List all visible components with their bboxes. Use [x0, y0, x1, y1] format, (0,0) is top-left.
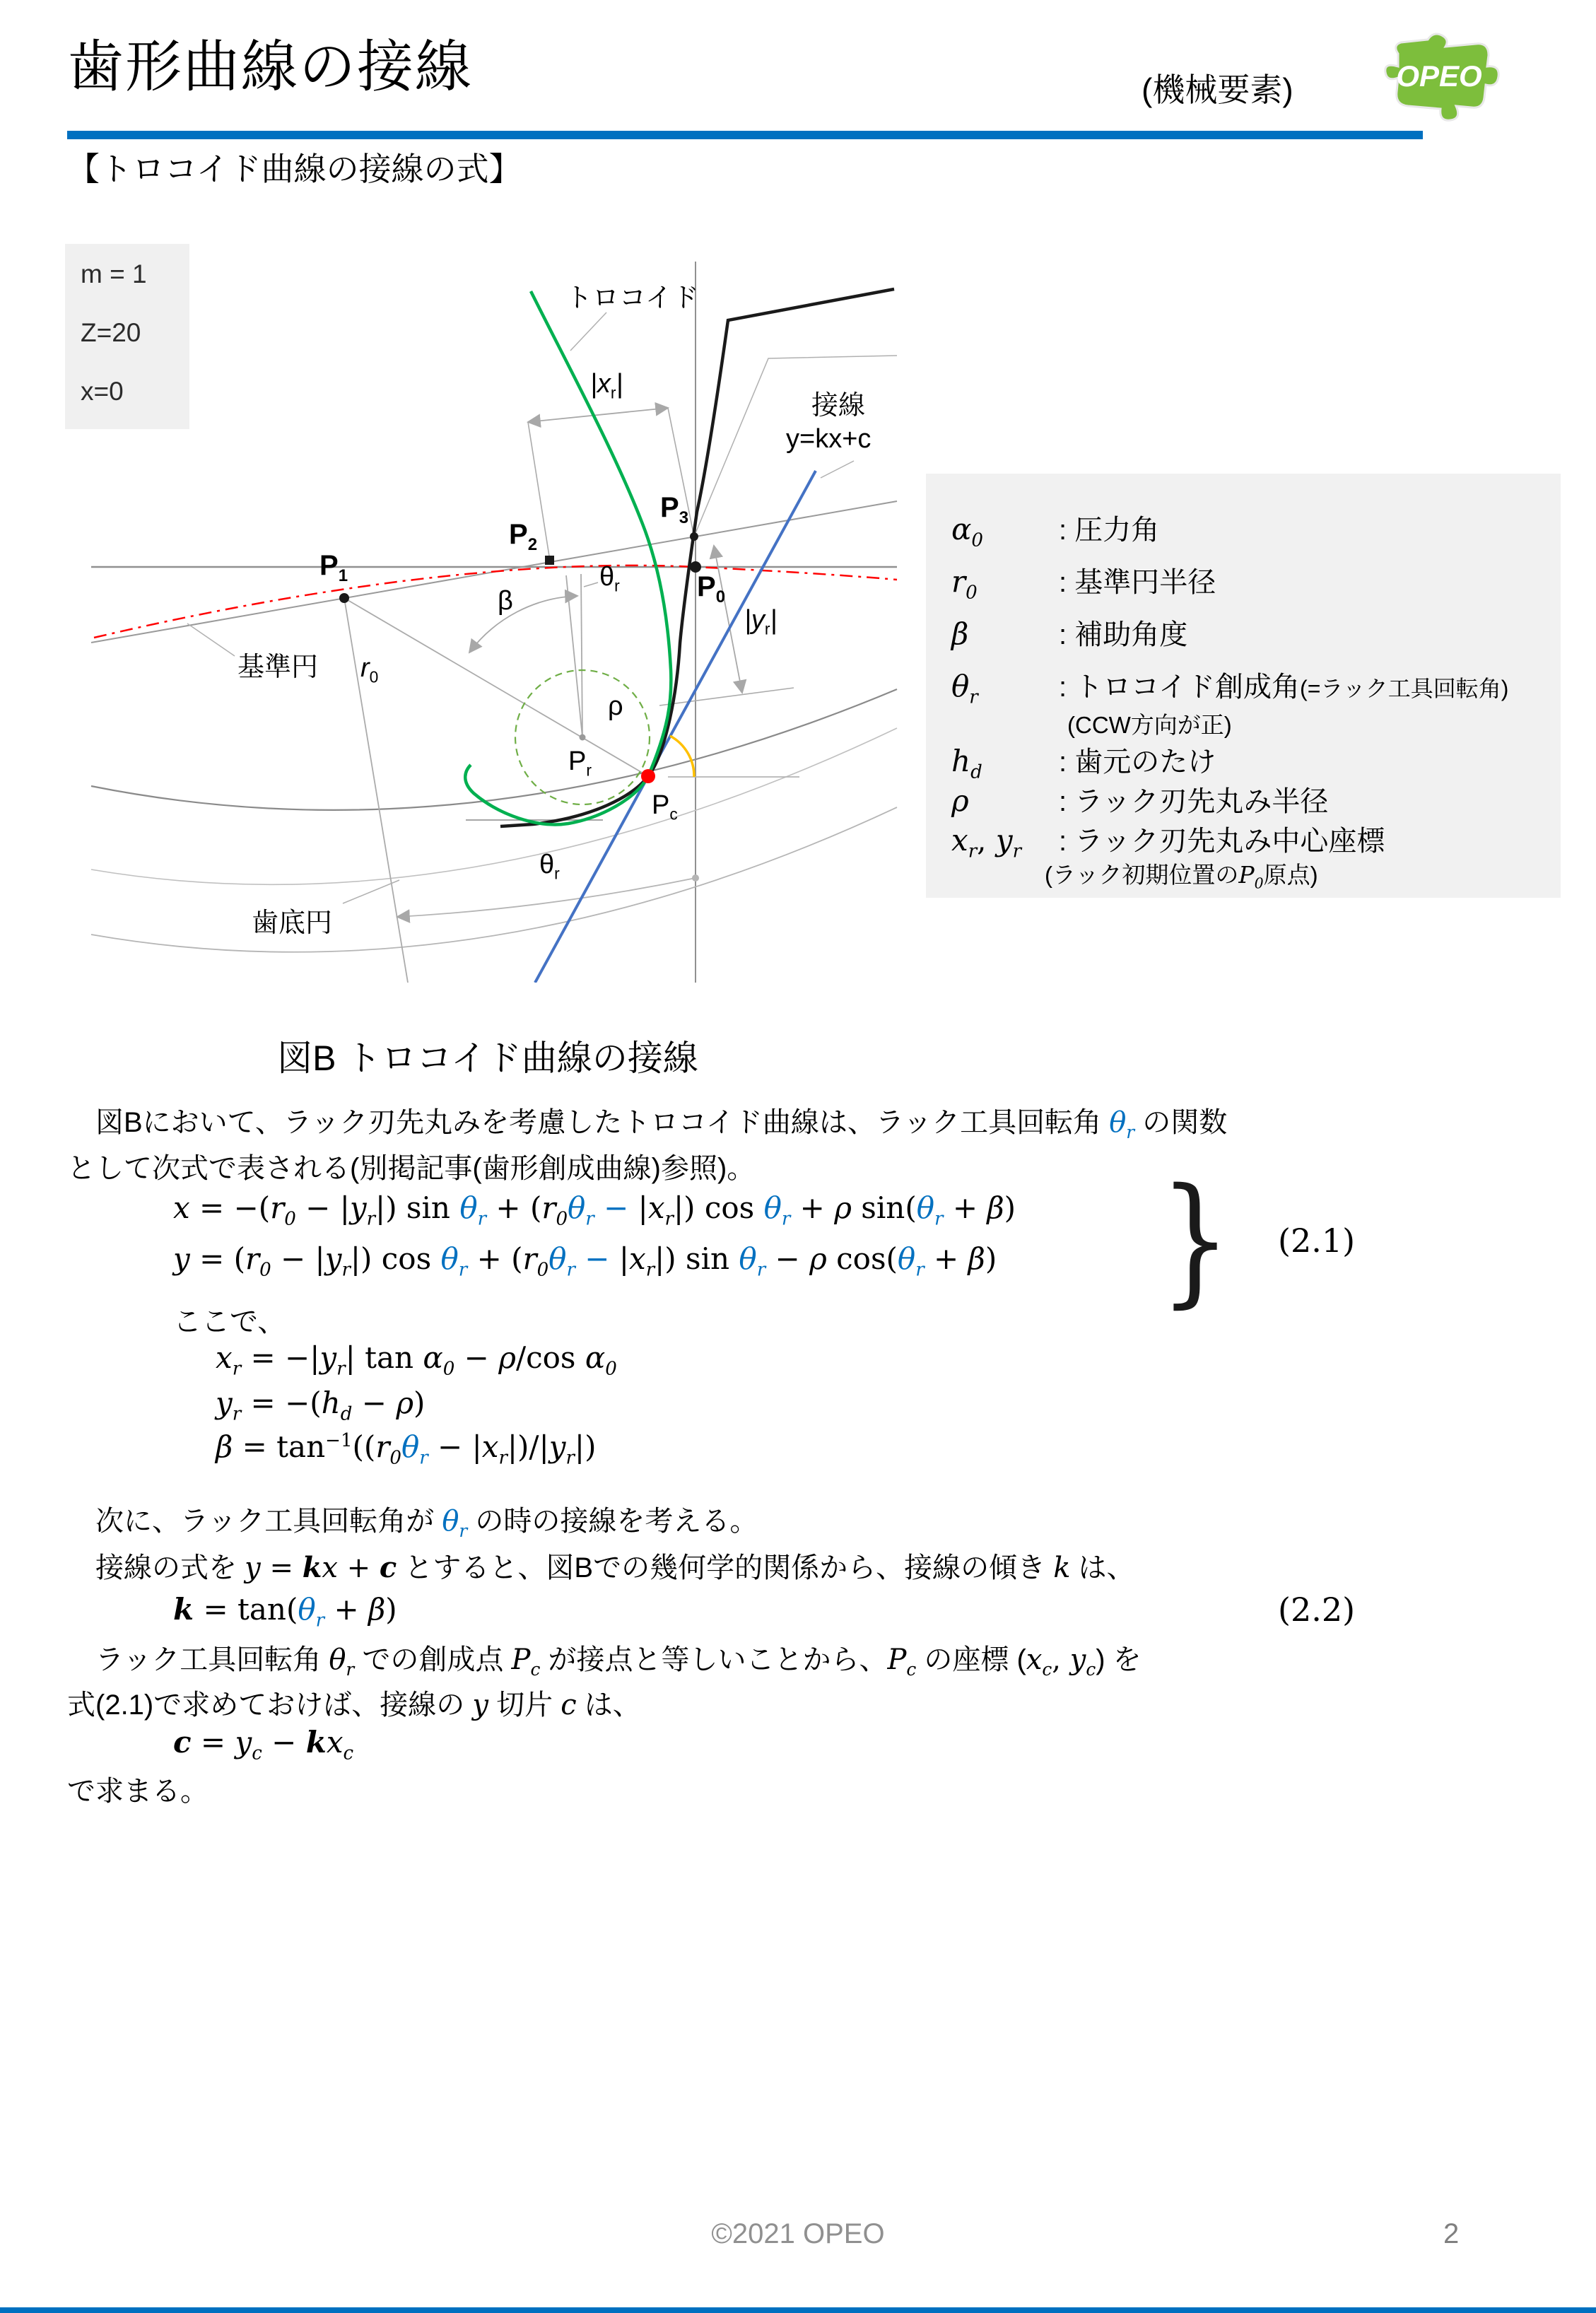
paragraph3-line2: 式(2.1)で求めておけば、接線の y 切片 c は、: [67, 1689, 641, 1721]
param-teeth: Z=20: [81, 318, 141, 347]
legend-row-xryr: [951, 819, 1385, 862]
label-rho: ρ: [608, 691, 623, 721]
paragraph3-line1: ラック工具回転角 $\theta_r$ での創成点 $P_c$ が接点と等しいことから、$P_c$ の座標 ($x_c$, $y_c$) を: [67, 1644, 1142, 1680]
theta-upper-leader: [584, 582, 598, 587]
trochoid-leader: [570, 312, 606, 351]
trochoid-curve: [465, 291, 671, 824]
label-yr: $|y_r|$: [744, 605, 778, 638]
legend-row-rho: [951, 779, 1328, 819]
label-pitch-circle: 基準円: [237, 652, 319, 682]
theta-ref-vertical-line: [581, 574, 582, 737]
equation-2-1-x: $x = -(r_0 - |y_r|)$ $\sin \theta_r + (r_0\theta_r - |x_r|)$ $\cos \theta_r + \rho$ $\sin(\theta_r + \beta)$: [173, 1190, 1016, 1230]
section-heading: 【トロコイド曲線の接線の式】: [67, 151, 522, 187]
category-label: (機械要素): [1142, 71, 1293, 108]
legend-desc: : 圧力角: [1059, 515, 1160, 546]
equation-beta: $\beta = \tan^{-1}((r_0\theta_r - |x_r|)/|y_r|)$: [216, 1429, 597, 1469]
legend-symbol: $\theta_r$: [951, 669, 978, 708]
equation-2-2-tag: (2.2): [1278, 1591, 1356, 1629]
root-circle-arc: [91, 807, 897, 952]
legend-row-theta-r: [951, 664, 1508, 708]
label-pc: $P_c$: [652, 790, 678, 824]
theta-ref-tilted-line: [566, 575, 582, 737]
label-theta-r-upper: $\theta_r$: [599, 562, 620, 595]
point-p1-dot: [339, 593, 349, 603]
equation-2-2: $k = \tan(\theta_r + \beta)$: [173, 1592, 397, 1632]
label-root-circle: 歯底円: [252, 908, 333, 938]
symbol-legend-box: [926, 474, 1561, 898]
tangent-eq-leader: [821, 461, 854, 478]
label-pr: $P_r$: [568, 746, 592, 780]
pitch-circle-leader: [187, 623, 235, 656]
koko-de-label: ここで、: [173, 1306, 286, 1337]
legend-symbol: ρ: [951, 783, 969, 818]
tangent-angle-arc: [670, 736, 694, 777]
equation-c: $c = y_c - kx_c$: [173, 1725, 354, 1764]
equation-yr: $y_r = -(h_d - \rho)$: [216, 1386, 426, 1425]
legend-desc: : ラック刃先丸み中心座標: [1059, 826, 1385, 857]
figure-caption: 図B トロコイド曲線の接線: [277, 1038, 698, 1078]
footer-copyright: ©2021 OPEO: [711, 2218, 885, 2249]
point-pc-dot: [641, 769, 655, 783]
label-xr: $|x_r|$: [590, 369, 623, 402]
theta-lower-end-dot: [692, 874, 699, 882]
label-beta: β: [498, 586, 513, 616]
legend-desc: : ラック刃先丸み半径: [1059, 786, 1329, 817]
paragraph1-line1: 図Bにおいて、ラック刃先丸みを考慮したトロコイド曲線は、ラック工具回転角 $\theta_r$ の関数: [67, 1106, 1228, 1142]
legend-row-alpha0: [951, 508, 1159, 551]
point-p3-dot: [690, 532, 698, 541]
root-circle-leader: [343, 880, 399, 903]
label-theta-r-lower: $\theta_r$: [539, 850, 560, 883]
label-trochoid: トロコイド: [565, 283, 699, 313]
theta-lower-arc: [397, 878, 696, 917]
legend-desc: : 基準円半径: [1059, 567, 1216, 598]
equation-xr: $x_r = -|y_r|$ $\tan \alpha_0 - \rho/\cos$ $\alpha_0$: [216, 1340, 617, 1380]
point-p2-dot: [545, 556, 554, 565]
legend-desc: : 補助角度: [1059, 619, 1188, 650]
label-p3: $P_3$: [660, 492, 689, 527]
tip-circle-center-dot: [580, 734, 586, 741]
legend-symbol: $x_r$, $y_r$: [951, 823, 1022, 862]
figure-b-diagram: [42, 233, 926, 983]
paragraph2-line2: 接線の式を y = kx + c とすると、図Bでの幾何学的関係から、接線の傾き k は、: [67, 1551, 1135, 1584]
label-p0: $P_0$: [697, 571, 726, 607]
label-r0: $r_0$: [360, 653, 379, 686]
param-shift: x=0: [81, 377, 124, 406]
legend-symbol: $\alpha_0$: [951, 512, 983, 551]
yr-guide-bottom: [659, 688, 794, 705]
legend-row-beta: [951, 612, 1187, 652]
param-module: m = 1: [81, 259, 147, 288]
paragraph3-line3: で求まる。: [67, 1776, 209, 1807]
opeo-logo-text: OPEO: [1396, 59, 1482, 93]
tangent-line: [535, 471, 816, 983]
opeo-logo: [1377, 33, 1501, 122]
legend-row-r0: [951, 560, 1216, 603]
diagram-canvas: [42, 233, 926, 983]
bottom-accent-bar: [0, 2307, 1596, 2313]
equation-2-1-tag: (2.1): [1278, 1222, 1356, 1260]
legend-symbol: $h_d$: [951, 744, 982, 783]
opeo-logo-graphic: [1377, 33, 1501, 122]
legend-row-hd: [951, 739, 1216, 783]
label-p1: $P_1$: [319, 550, 348, 585]
beta-angle-arc: [469, 596, 577, 652]
legend-desc: : トロコイド創成角(=ラック工具回転角): [1059, 672, 1509, 703]
label-tangent-eq: y=kx+c: [786, 424, 872, 454]
page-title: 歯形曲線の接線: [67, 35, 473, 98]
rack-profile-curve: [500, 289, 894, 826]
label-tangent: 接線: [811, 391, 866, 421]
legend-desc: : 歯元のたけ: [1059, 746, 1216, 778]
paragraph1-line2: として次式で表される(別掲記事(歯形創成曲線)参照)。: [67, 1153, 756, 1184]
legend-note-origin: (ラック初期位置の$P_0$原点): [1045, 861, 1318, 892]
title-underline: [67, 131, 1423, 139]
equation-2-1-y: $y = (r_0 - |y_r|)$ $\cos \theta_r + (r_0\theta_r - |x_r|)$ $\sin \theta_r - \rho$ $\cos(\theta_r + \beta)$: [173, 1241, 997, 1281]
gear-arc-1: [91, 689, 897, 810]
legend-symbol: $r_0$: [951, 564, 978, 604]
page-number: 2: [1443, 2218, 1460, 2249]
paragraph2-line1: 次に、ラック工具回転角が $\theta_r$ の時の接線を考える。: [67, 1505, 758, 1541]
xr-dimension-arrow: [528, 408, 668, 422]
legend-note-ccw: (CCW方向が正): [1067, 712, 1232, 738]
legend-symbol: β: [951, 616, 969, 651]
label-p2: $P_2$: [509, 519, 538, 554]
equation-2-1-brace: }: [1159, 1158, 1231, 1321]
